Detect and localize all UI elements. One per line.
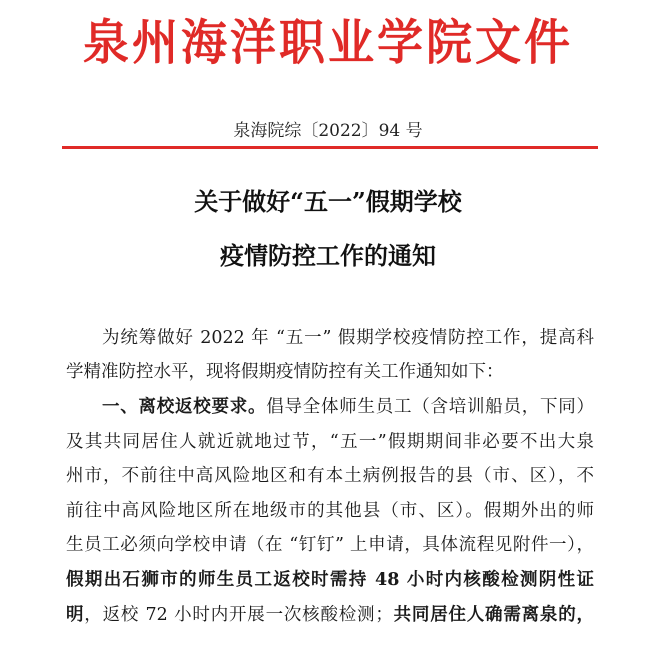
document-number: 泉海院综〔2022〕94 号 bbox=[233, 121, 423, 141]
body-text-span: ，返校 72 小时内开展一次核酸检测； bbox=[84, 605, 393, 625]
body-text-span: 倡导全体师生员工（含培训船员，下同） bbox=[266, 397, 594, 417]
body-line: 学精准防控水平，现将假期疫情防控有关工作通知如下： bbox=[66, 362, 504, 382]
section-heading: 一、离校返校要求。 bbox=[102, 397, 267, 417]
bold-text-span: 假期出石狮市的师生员工返校时需持 48 小时内核酸检测阴性证 bbox=[66, 570, 594, 590]
body-line: 州市，不前往中高风险地区和有本土病例报告的县（市、区），不 bbox=[66, 466, 594, 486]
notice-title-line-1: 关于做好“五一”假期学校 bbox=[194, 187, 462, 216]
body-line: 前往中高风险地区所在地级市的其他县（市、区）。假期外出的师 bbox=[66, 501, 594, 521]
body-line bbox=[66, 598, 594, 633]
body-line: 生员工必须向学校申请（在 “钉钉” 上申请，具体流程见附件一）， bbox=[66, 535, 594, 555]
body-line: 为统筹做好 2022 年 “五一” 假期学校疫情防控工作，提高科 bbox=[102, 328, 594, 348]
red-separator-line bbox=[62, 146, 598, 149]
notice-title-line-2: 疫情防控工作的通知 bbox=[220, 241, 436, 270]
body-line bbox=[66, 390, 594, 425]
org-header-title: 泉州海洋职业学院文件 bbox=[83, 13, 573, 71]
bold-text-span: 明 bbox=[66, 605, 85, 625]
body-line: 及其共同居住人就近就地过节，“五一”假期期间非必要不出大泉 bbox=[66, 432, 594, 452]
bold-text-span: 共同居住人确需离泉的， bbox=[392, 605, 594, 625]
body-line-bold bbox=[66, 563, 594, 598]
